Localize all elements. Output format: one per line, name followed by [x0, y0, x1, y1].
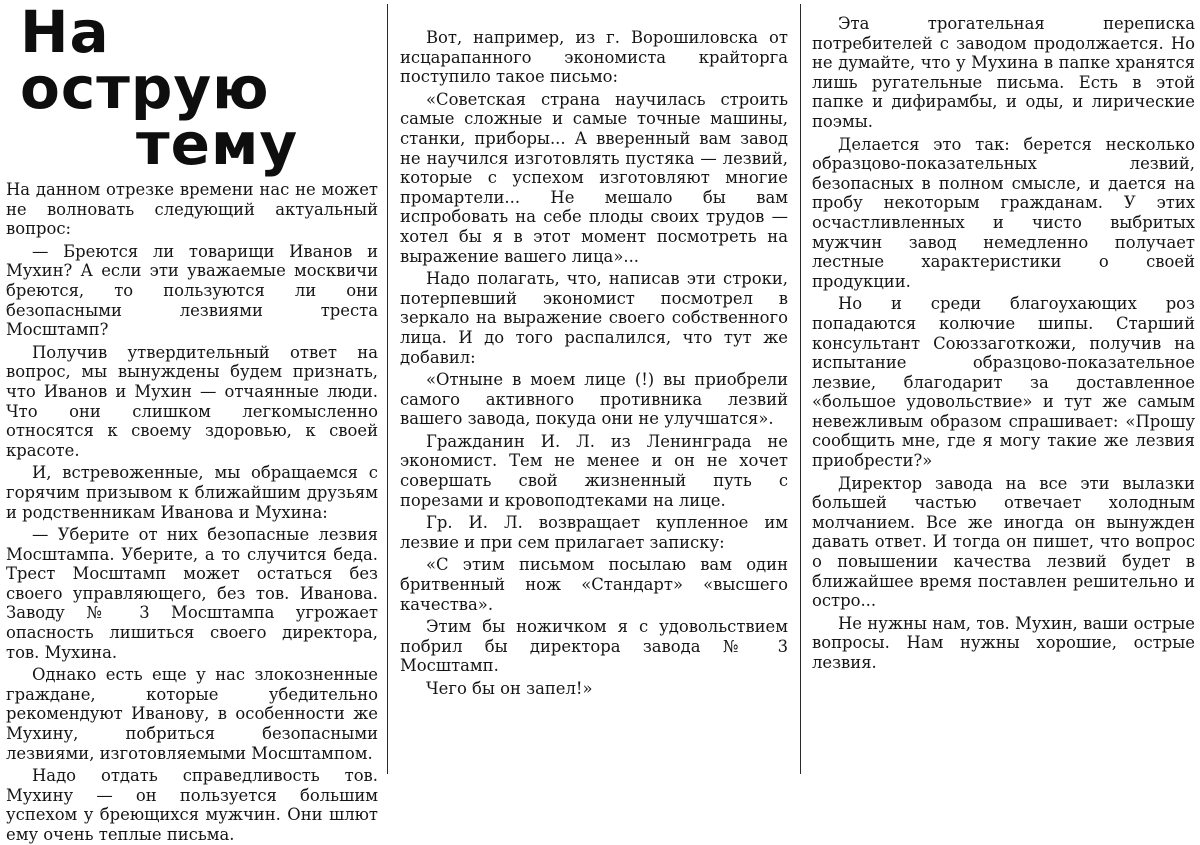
paragraph: Этим бы ножичком я с удовольствием побрил бы директора завода № 3 Мосштамп. [400, 617, 788, 676]
paragraph: Однако есть еще у нас злокозненные граждане, которые убедительно рекомендуют Иванову, в особенности же Мухину, побриться безопасными лезвиями, изготовляемыми Мосштампом. [6, 665, 378, 763]
paragraph: «Советская страна научилась строить самые сложные и самые точные машины, станки, приборы... А вверенный вам завод не научился изготовлять пустяка — лезвий, которые с успехом изготовляют многие промартели... Не мешало бы вам испробовать на себе плоды своих трудов — хотел бы я в этот момент посмотреть на выражение вашего лица»... [400, 89, 788, 266]
paragraph: Гр. И. Л. возвращает купленное им лезвие и при сем прилагает записку: [400, 513, 788, 552]
paragraph: — Уберите от них безопасные лезвия Мосштампа. Уберите, а то случится беда. Трест Мосштамп может остаться без своего управляющего, без тов. Иванова. Заводу № 3 Мосштампа угрожает опасность лишиться своего директора, тов. Мухина. [6, 525, 378, 662]
column-divider [800, 4, 801, 774]
headline-line-1: На острую [20, 0, 270, 122]
column-divider [387, 4, 388, 774]
paragraph: Получив утвердительный ответ на вопрос, мы вынуждены будем признать, что Иванов и Мухин — отчаянные люди. Что они слишком легкомысленно относятся к своему здоровью, к своей красоте. [6, 342, 378, 460]
paragraph: — Бреются ли товарищи Иванов и Мухин? А если эти уважаемые москвичи бреются, то пользуются ли они безопасными лезвиями треста Мосштамп? [6, 241, 378, 340]
column-1 [6, 0, 378, 844]
paragraph: Не нужны нам, тов. Мухин, ваши острые вопросы. Нам нужны хорошие, острые лезвия. [812, 613, 1195, 672]
column-3 [812, 14, 1195, 792]
paragraph: Директор завода на все эти вылазки большей частью отвечает холодным молчанием. Все же иногда он вынужден давать ответ. И тогда он пишет, что вопрос о повышении качества лезвий будет в ближайшее время поставлен решительно и остро... [812, 473, 1195, 611]
paragraph: Чего бы он запел!» [426, 679, 593, 698]
headline-line-2: тему [136, 110, 299, 178]
headline [20, 0, 378, 178]
paragraph: Гражданин И. Л. из Ленинграда не экономист. Тем не менее и он не хочет совершать свой жизненный путь с порезами и кровоподтеками на лице. [400, 431, 788, 510]
paragraph: «С этим письмом посылаю вам один бритвенный нож «Стандарт» «высшего качества». [400, 555, 788, 614]
column-2 [400, 28, 788, 806]
paragraph: «Отныне в моем лице (!) вы приобрели самого активного противника лезвий вашего завода, покуда они не улучшатся». [400, 370, 788, 429]
paragraph: И, встревоженные, мы обращаемся с горячим призывом к ближайшим друзьям и родственникам Иванова и Мухина: [6, 463, 378, 522]
paragraph: Эта трогательная переписка потребителей с заводом продолжается. Но не думайте, что у Мухина в папке хранятся лишь ругательные письма. Есть в этой папке и дифирамбы, и оды, и лирические поэмы. [812, 14, 1195, 131]
paragraph: Вот, например, из г. Ворошиловска от исцарапанного экономиста крайторга поступило такое письмо: [400, 28, 788, 87]
paragraph: Надо отдать справедливость тов. Мухину — он пользуется большим успехом у бреющихся мужчин. Они шлют ему очень теплые письма. [6, 766, 378, 844]
paragraph: Надо полагать, что, написав эти строки, потерпевший экономист посмотрел в зеркало на выражение своего собственного лица. И до того распалился, что тут же добавил: [400, 269, 788, 367]
paragraph: На данном отрезке времени нас не может не волновать следующий актуальный вопрос: [6, 180, 378, 239]
paragraph: Но и среди благоухающих роз попадаются колючие шипы. Старший консультант Союззаготкожи, получив на испытание образцово-показательное лезвие, благодарит за доставленное «большое удовольствие» и тут же самым невежливым образом спрашивает: «Прошу сообщить мне, где я могу такие же лезвия приобрести?» [812, 294, 1195, 471]
paragraph: Делается это так: берется несколько образцово-показательных лезвий, безопасных в полном смысле, и дается на пробу некоторым гражданам. У этих осчастливленных и чисто выбритых мужчин завод немедленно получает лестные характеристики о своей продукции. [812, 134, 1195, 291]
